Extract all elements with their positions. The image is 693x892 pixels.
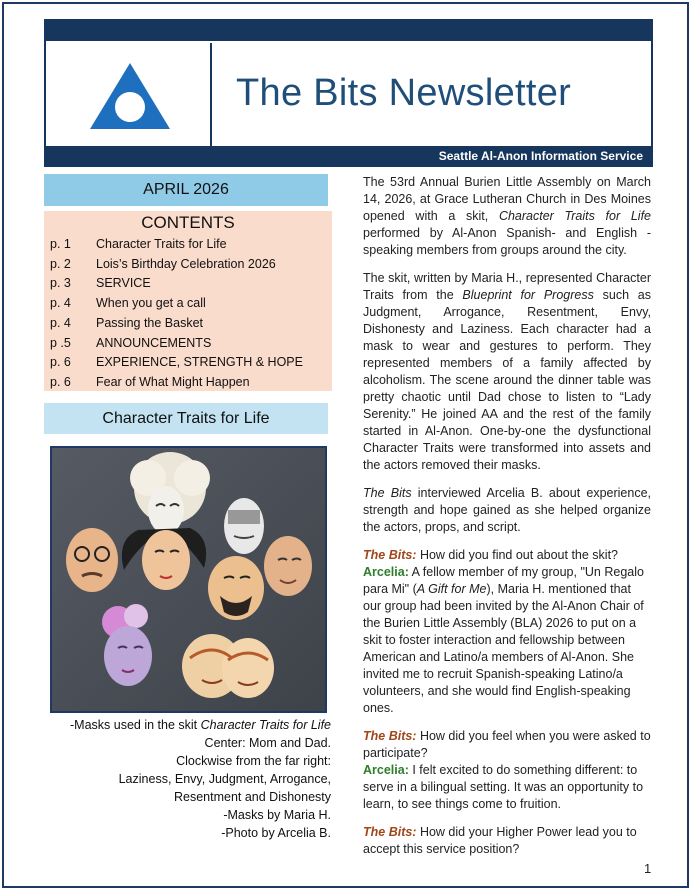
newsletter-title: The Bits Newsletter: [236, 72, 572, 114]
triangle-circle-logo-icon: [88, 61, 172, 131]
toc-item[interactable]: [50, 375, 250, 389]
masthead-subtitle: Seattle Al-Anon Information Service: [438, 149, 643, 163]
table-of-contents: [44, 211, 332, 391]
text-run: The 53rd Annual Burien Little Assembly on March 14, 2026, at Grace Lutheran Church in Des Moines opened with a skit,: [363, 175, 651, 223]
interview-question: [363, 728, 651, 762]
toc-page-number: p. 4: [50, 296, 71, 310]
interview-question: [363, 824, 651, 858]
section-heading: Character Traits for Life: [44, 403, 328, 434]
toc-item-title: SERVICE: [96, 276, 151, 290]
caption-line: -Masks used in the skit: [70, 718, 201, 732]
question-text: How did you find out about the skit?: [416, 548, 618, 562]
toc-item-title: EXPERIENCE, STRENGTH & HOPE: [96, 355, 303, 369]
contents-title: CONTENTS: [141, 213, 235, 232]
toc-item-title: ANNOUNCEMENTS: [96, 336, 212, 350]
toc-item[interactable]: [50, 336, 211, 350]
masks-illustration: [52, 448, 325, 711]
interviewer-label: The Bits:: [363, 548, 417, 562]
skit-title: Character Traits for Life: [498, 209, 651, 223]
caption-line: Center: Mom and Dad.: [204, 736, 331, 750]
interview-answer: [363, 564, 651, 717]
interviewer-label: The Bits:: [363, 729, 417, 743]
page-number: 1: [644, 861, 652, 876]
masks-photo: [50, 446, 327, 713]
text-run: The skit, written by Maria H., represented Character Traits from the: [363, 271, 651, 302]
interviewee-label: Arcelia:: [363, 565, 409, 579]
text-run: performed by Al-Anon Spanish- and English - speaking members from groups around the city.: [363, 226, 651, 257]
text-run: interviewed Arcelia B. about experience, strength and hope gained as she helped organize the actors, props, and script.: [363, 486, 651, 534]
toc-item[interactable]: [50, 355, 303, 369]
interview-question: [363, 547, 651, 564]
article-column: [363, 174, 651, 858]
logo-cell: [46, 43, 212, 147]
interviewer-label: The Bits:: [363, 825, 417, 839]
toc-item[interactable]: [50, 316, 203, 330]
masthead-top-bar: [46, 21, 651, 41]
interviewee-label: Arcelia:: [363, 763, 409, 777]
toc-item[interactable]: [50, 237, 227, 251]
toc-item-title: Lois’s Birthday Celebration 2026: [96, 257, 276, 271]
toc-item[interactable]: [50, 296, 206, 310]
answer-text: I felt excited to do something different: to serve in a bilingual setting. It was an opportunity to learn, to see things come to fruition.: [363, 763, 644, 811]
caption-line: Clockwise from the far right:: [176, 754, 331, 768]
toc-item[interactable]: [50, 276, 151, 290]
group-name-translation: A Gift for Me: [416, 582, 487, 596]
answer-text: A fellow member of my group, "Un Regalo para Mi" (: [363, 565, 644, 596]
masthead: [44, 19, 653, 167]
toc-page-number: p. 1: [50, 237, 71, 251]
article-paragraph: [363, 174, 651, 259]
photo-caption: [70, 716, 331, 842]
toc-page-number: p. 6: [50, 375, 71, 389]
question-text: How did your Higher Power lead you to accept this service position?: [363, 825, 637, 856]
caption-line: -Photo by Arcelia B.: [221, 826, 331, 840]
masthead-bottom-bar: [46, 146, 651, 165]
toc-page-number: p .5: [50, 336, 71, 350]
issue-month: APRIL 2026: [44, 174, 328, 206]
toc-page-number: p. 2: [50, 257, 71, 271]
interview-answer: [363, 762, 651, 813]
toc-page-number: p. 6: [50, 355, 71, 369]
toc-item-title: Passing the Basket: [96, 316, 204, 330]
toc-item-title: When you get a call: [96, 296, 206, 310]
caption-line: Laziness, Envy, Judgment, Arrogance,: [118, 772, 331, 786]
toc-page-number: p. 4: [50, 316, 71, 330]
toc-item-title: Fear of What Might Happen: [96, 375, 250, 389]
caption-skit-title: Character Traits for Life: [200, 718, 331, 732]
answer-text: ), Maria H. mentioned that our group had been invited by the Al-Anon Chair of the Burien Little Assembly (BLA) 2026 to put on a skit to foster interaction and fellowship between American and Latino/a members of Al-Anon. She invited me to recruit Spanish-speaking Latino/a volunteers, and she would find English-speaking ones.: [363, 582, 644, 715]
toc-item[interactable]: [50, 257, 276, 271]
publication-name: The Bits: [363, 486, 412, 500]
blueprint-title: Blueprint for Progress: [462, 288, 594, 302]
toc-page-number: p. 3: [50, 276, 71, 290]
article-paragraph: [363, 270, 651, 474]
caption-line: -Masks by Maria H.: [223, 808, 331, 822]
toc-item-title: Character Traits for Life: [96, 237, 227, 251]
text-run: such as Judgment, Arrogance, Resentment, Envy, Dishonesty and Laziness. Each character had a mask to wear and gestures to perform. They represented members of a family affected by alcoholism. The scene around the dinner table was pretty chaotic until Dad chose to listen to “Lady Serenity.” He joined AA and the rest of the family started in Al-Anon. One-by-one the dysfunctional Character Traits were transformed into assets and the actors removed their masks.: [363, 288, 651, 472]
caption-line: Resentment and Dishonesty: [173, 790, 331, 804]
article-paragraph: [363, 485, 651, 536]
question-text: How did you feel when you were asked to participate?: [363, 729, 651, 760]
